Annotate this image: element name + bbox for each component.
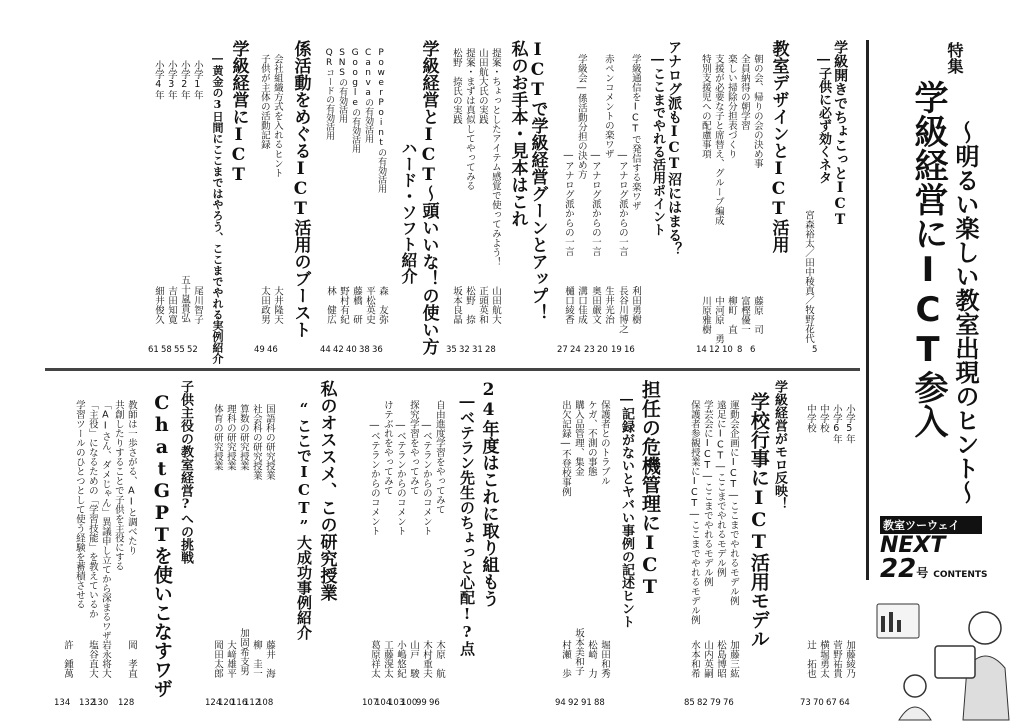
top-2-page: 19 xyxy=(611,345,622,355)
bottom-5-item: 共創したりすることで子供を主役にする xyxy=(112,400,124,571)
bottom-3-page: 107 xyxy=(362,698,379,708)
top-2-page: 20 xyxy=(597,345,608,355)
top-4-item: PowerPointの有効活用 xyxy=(376,48,387,193)
bottom-1-item: 保護者参観授業にICT―ここまでやれるモデル例 xyxy=(688,400,700,625)
top-5-page: 49 xyxy=(254,345,265,355)
magazine-logo xyxy=(880,516,990,596)
bottom-2-page: 94 xyxy=(555,698,566,708)
top-0-title: 学級開きでちょこっとICT xyxy=(832,40,849,228)
bottom-2-item: ケガ、不測の事態 xyxy=(585,400,597,476)
bottom-4-author: 大﨑雄平 xyxy=(225,640,236,678)
bottom-2-item: 購入品管理、集金 xyxy=(572,400,584,476)
top-2-page: 16 xyxy=(624,345,635,355)
bottom-5-item: 教師は一歩さがる、AIと調べたり xyxy=(125,400,137,555)
top-4-author: 平松英史 xyxy=(364,286,375,324)
bottom-1-author: 水本和希 xyxy=(689,640,700,678)
top-4-page: 42 xyxy=(333,345,344,355)
top-2-item: ―アナログ派からの一言 xyxy=(562,150,574,256)
top-6-page: 52 xyxy=(187,345,198,355)
top-4-title: 学級経営とICT～頭いいな！の使い方 xyxy=(418,40,439,355)
top-6-title: 学級経営にICT xyxy=(228,40,249,185)
logo-line1: 教室ツーウェイ xyxy=(880,516,982,534)
bottom-5-page: 130 xyxy=(92,698,109,708)
logo-line2: NEXT xyxy=(880,533,946,558)
bottom-4-author: 加固希支男 xyxy=(238,628,249,676)
top-3-page: 31 xyxy=(472,345,483,355)
bottom-2-author: 松崎 力 xyxy=(586,640,597,678)
bottom-3-page: 100 xyxy=(401,698,418,708)
bottom-2-author: 村瀬 歩 xyxy=(560,640,571,678)
bottom-4-sub: “ここでICT”大成功事例紹介 xyxy=(295,400,313,640)
top-4-author: 森 友弥 xyxy=(377,286,388,324)
top-6-page: 55 xyxy=(174,345,185,355)
bottom-2-item: 保護者とのトラブル xyxy=(598,400,610,486)
top-0-authors: 宮森裕太／田中稜真／牧野花代 xyxy=(803,210,814,343)
bottom-3-author: 小嶋悠紀 xyxy=(395,640,406,678)
top-1-item: 楽しい掃除分担表づくり xyxy=(725,54,737,159)
top-3-item: 提案・ちょっとしたアイテム感覚で使ってみよう！ xyxy=(489,48,501,267)
bottom-0-line: 小学6年 xyxy=(830,404,842,444)
top-1-author: 富樫優一 xyxy=(739,296,750,334)
top-6-author: 尾川智子 xyxy=(192,286,203,324)
bottom-2-sub: ―記録がないとヤバい事例の記述ヒント xyxy=(619,392,634,628)
top-1-item: 特別支援児への配慮事項 xyxy=(699,54,711,159)
top-6-item: 小学4年 xyxy=(152,60,164,100)
top-4-item: Canvaの有効活用 xyxy=(363,48,374,143)
bottom-4-item: 国語科の研究授業 xyxy=(263,404,275,480)
top-1-author: 中河原 勇 xyxy=(713,296,724,344)
bottom-1-title: 学校行事にICT活用モデル xyxy=(747,392,770,648)
top-1-page: 8 xyxy=(737,345,743,355)
top-2-page: 23 xyxy=(584,345,595,355)
top-2-item: 学級通信をICTで発信する楽ワザ xyxy=(629,54,641,211)
bottom-5-page: 132 xyxy=(79,698,96,708)
top-4-page: 38 xyxy=(359,345,370,355)
top-6-author: 五十嵐貴弘 xyxy=(179,275,190,323)
bottom-0-line: 小学5年 xyxy=(843,404,855,444)
top-6-author: 吉田知寛 xyxy=(166,286,177,324)
top-6-page: 58 xyxy=(161,345,172,355)
top-1-page: 10 xyxy=(722,345,733,355)
bottom-2-page: 91 xyxy=(581,698,592,708)
top-3-title: ICTで学級経営グーンとアップ！ xyxy=(527,40,548,321)
feature-label: 特集 xyxy=(945,42,964,74)
bottom-1-item: 運動会企画にICT―ここまでやれるモデル例 xyxy=(727,400,739,606)
bottom-5-author: 塩谷直大 xyxy=(87,640,98,678)
top-1-page: 12 xyxy=(709,345,720,355)
logo-unit: 号 xyxy=(916,566,929,580)
top-2-sub: ―ここまでやれる活用ポイント xyxy=(650,52,665,236)
top-1-author: 川原雅樹 xyxy=(700,296,711,334)
top-1-page: 14 xyxy=(696,345,707,355)
top-1-item: 全員納得の朝学習 xyxy=(738,54,750,130)
bottom-1-author: 加藤三紘 xyxy=(728,640,739,678)
bottom-2-author: 堀田和秀 xyxy=(599,640,610,678)
top-3-author: 松野 捺 xyxy=(464,286,475,324)
bottom-0-author: 辻 拓也 xyxy=(805,640,816,678)
top-6-page: 61 xyxy=(148,345,159,355)
logo-contents: CONTENTS xyxy=(933,570,988,580)
bottom-3-author: 木原 航 xyxy=(434,640,445,678)
bottom-3-item: 自由進度学習をやってみて xyxy=(433,400,445,514)
top-2-title: アナログ派もICT沼にはまる？ xyxy=(666,40,683,256)
bottom-0-line: 中学校 xyxy=(804,404,816,433)
bottom-2-title: 担任の危機管理にICT xyxy=(638,380,661,598)
bottom-1-author: 山内英嗣 xyxy=(702,640,713,678)
bottom-0-page: 67 xyxy=(826,698,837,708)
bottom-4-item: 体育の研究授業 xyxy=(211,404,223,471)
feature-subtitle: ～明るい楽しい教室出現のヒント～ xyxy=(951,120,979,504)
bottom-4-page: 112 xyxy=(244,698,261,708)
bottom-3-author: 葛原祥太 xyxy=(369,640,380,678)
top-1-page: 6 xyxy=(750,345,756,355)
bottom-2-author: 坂本美和子 xyxy=(573,628,584,676)
top-2-item: 赤ペンコメントの楽ワザ xyxy=(602,54,614,159)
bottom-5-item: 学習ツールのひとつとして使う経験を蓄積させる xyxy=(73,400,85,609)
top-4-author: 藤橋 研 xyxy=(351,286,362,324)
bottom-3-item: ―ベテランからのコメント xyxy=(368,420,380,536)
bottom-1-item: 遠足にICT―ここまでやれるモデル例 xyxy=(714,400,726,577)
top-0-page: 5 xyxy=(812,345,818,355)
top-2-item: ―アナログ派からの一言 xyxy=(616,150,628,256)
bottom-3-author: 工藤滉太 xyxy=(382,640,393,678)
bottom-3-page: 103 xyxy=(388,698,405,708)
bottom-1-page: 85 xyxy=(684,698,695,708)
top-5-page: 46 xyxy=(267,345,278,355)
top-2-author: 樋口綾香 xyxy=(563,286,574,324)
bottom-5-item: 「主役」になるための「学習技能」を教えているか xyxy=(86,400,98,619)
bottom-5-title: ChatGPTを使いこなすワザ xyxy=(150,392,173,698)
bottom-3-item: ―ベテランからのコメント xyxy=(420,420,432,536)
bottom-4-page: 124 xyxy=(205,698,222,708)
bottom-3-page: 99 xyxy=(416,698,427,708)
bottom-1-page: 76 xyxy=(723,698,734,708)
bottom-3-item: けテぶれをやってみて xyxy=(381,400,393,495)
top-4-page: 44 xyxy=(320,345,331,355)
bottom-5-item: 「AIさん、ダメじゃん」異議申し立てから深まるワザ xyxy=(99,400,111,641)
section-divider xyxy=(45,368,860,371)
bottom-3-author: 山戸 駿 xyxy=(408,640,419,678)
bottom-4-page: 116 xyxy=(231,698,248,708)
top-6-item: 小学1年 xyxy=(191,60,203,100)
top-6-sub: ―黄金の3日間にここまではやろう、ここまでやれる実例紹介 xyxy=(211,52,224,364)
top-3-page: 35 xyxy=(446,345,457,355)
top-2-page: 24 xyxy=(570,345,581,355)
bottom-1-page: 79 xyxy=(710,698,721,708)
bottom-5-title0: 子供主役の教室経営?への挑戦 xyxy=(178,380,193,564)
bottom-5-author: 許 鍾萬 xyxy=(62,640,73,678)
bottom-1-title0: 学級経営がモロ反映！ xyxy=(772,380,787,510)
bottom-3-page: 96 xyxy=(429,698,440,708)
bottom-0-page: 70 xyxy=(813,698,824,708)
top-4-item: SNSの有効活用 xyxy=(337,48,348,123)
bottom-1-item: 学芸会にICT―ここまでやれるモデル例 xyxy=(701,400,713,587)
top-5-author: 大井隆天 xyxy=(272,286,283,324)
top-4-page: 36 xyxy=(372,345,383,355)
bottom-1-page: 82 xyxy=(697,698,708,708)
logo-issue: 22 xyxy=(880,554,917,584)
bottom-4-item: 理科の研究授業 xyxy=(224,404,236,471)
bottom-0-author: 加藤綾乃 xyxy=(844,640,855,678)
top-5-item: 子供が主体の活動記録 xyxy=(258,54,270,149)
bottom-0-author: 菅野祐貴 xyxy=(831,640,842,678)
top-3-item: 山田航大氏の実践 xyxy=(476,48,488,124)
bottom-3-sub: ―ベテラン先生のちょっと心配!?点 xyxy=(458,392,476,656)
top-2-author: 溝口佳成 xyxy=(576,286,587,324)
bottom-4-title: 私のオススメ、この研究授業 xyxy=(316,380,337,601)
top-2-author: 利田勇樹 xyxy=(630,286,641,324)
top-4-sub: ハード・ソフト紹介 xyxy=(399,140,418,284)
top-3-item: 提案・まずは真似してやってみる xyxy=(463,48,475,191)
bottom-4-page: 120 xyxy=(218,698,235,708)
top-6-author: 細井俊久 xyxy=(153,286,164,324)
bottom-3-author: 木村重夫 xyxy=(421,640,432,678)
top-2-author: 奥田嚴文 xyxy=(590,286,601,324)
top-4-item: Googleの有効活用 xyxy=(350,48,361,153)
bottom-1-author: 松島博昭 xyxy=(715,640,726,678)
bottom-3-item: ―ベテランからのコメント xyxy=(394,420,406,536)
bottom-4-author: 柳 圭一 xyxy=(251,640,262,678)
top-1-title: 教室デザインとICT活用 xyxy=(768,40,789,253)
top-3-title2: 私のお手本・見本はこれ xyxy=(507,40,528,227)
top-2-author: 長谷川博之 xyxy=(617,286,628,334)
teacher-child-illustration xyxy=(875,598,1020,723)
top-5-item: 会社組織方式を入れるヒント xyxy=(271,54,283,178)
top-3-page: 28 xyxy=(485,345,496,355)
top-2-page: 27 xyxy=(557,345,568,355)
bottom-2-page: 88 xyxy=(594,698,605,708)
top-4-item: QRコードの有効活用 xyxy=(324,48,335,140)
top-5-title: 係活動をめぐるICT活用のブースト xyxy=(290,40,311,338)
bottom-3-page: 104 xyxy=(375,698,392,708)
bottom-4-author: 藤井 海 xyxy=(264,640,275,678)
top-0-sub: ―子供に必ず効くネタ xyxy=(816,52,831,184)
top-6-item: 小学2年 xyxy=(178,60,190,100)
top-5-author: 太田政男 xyxy=(259,286,270,324)
bottom-0-author: 横堀勇太 xyxy=(818,640,829,678)
top-3-item: 松野 捺氏の実践 xyxy=(450,48,462,124)
top-3-author: 正頭英和 xyxy=(477,286,488,324)
bottom-3-title: 24年度はこれに取り組もう xyxy=(478,380,499,607)
top-4-author: 林 健広 xyxy=(325,286,336,324)
bottom-2-item: 出欠記録―不登校事例 xyxy=(559,400,571,497)
bottom-4-item: 社会科の研究授業 xyxy=(250,404,262,480)
top-1-item: 支援が必要な子と席替え、グループ編成 xyxy=(712,54,724,225)
top-3-page: 32 xyxy=(459,345,470,355)
top-4-page: 40 xyxy=(346,345,357,355)
bottom-0-page: 73 xyxy=(800,698,811,708)
bottom-5-author: 岡 孝直 xyxy=(126,640,137,678)
top-1-author: 藤原 司 xyxy=(752,296,763,334)
top-2-item: ―アナログ派からの一言 xyxy=(589,150,601,256)
bottom-2-page: 92 xyxy=(568,698,579,708)
bottom-0-page: 64 xyxy=(839,698,850,708)
top-2-author: 生井光治 xyxy=(603,286,614,324)
top-3-author: 山田航大 xyxy=(490,286,501,324)
top-4-author: 野村有紀 xyxy=(338,286,349,324)
bottom-5-page: 128 xyxy=(118,698,135,708)
top-1-author: 柳町 直 xyxy=(726,296,737,334)
top-1-item: 朝の会、帰りの会の決め事 xyxy=(751,54,763,168)
bottom-4-item: 算数の研究授業 xyxy=(237,404,249,471)
bottom-5-author: 岩永将大 xyxy=(100,640,111,678)
bottom-0-line: 中学校 xyxy=(817,404,829,433)
header-rule xyxy=(866,40,869,580)
top-6-item: 小学3年 xyxy=(165,60,177,100)
bottom-4-author: 岡田太郎 xyxy=(212,640,223,678)
bottom-3-item: 探究学習をやってみて xyxy=(407,400,419,495)
top-3-author: 坂本良晶 xyxy=(451,286,462,324)
bottom-5-page: 134 xyxy=(54,698,71,708)
top-2-item: 学級会―係活動分担の決め方 xyxy=(575,54,587,179)
feature-title: 学級経営にICT参入 xyxy=(908,80,948,438)
bottom-4-page: 108 xyxy=(257,698,274,708)
